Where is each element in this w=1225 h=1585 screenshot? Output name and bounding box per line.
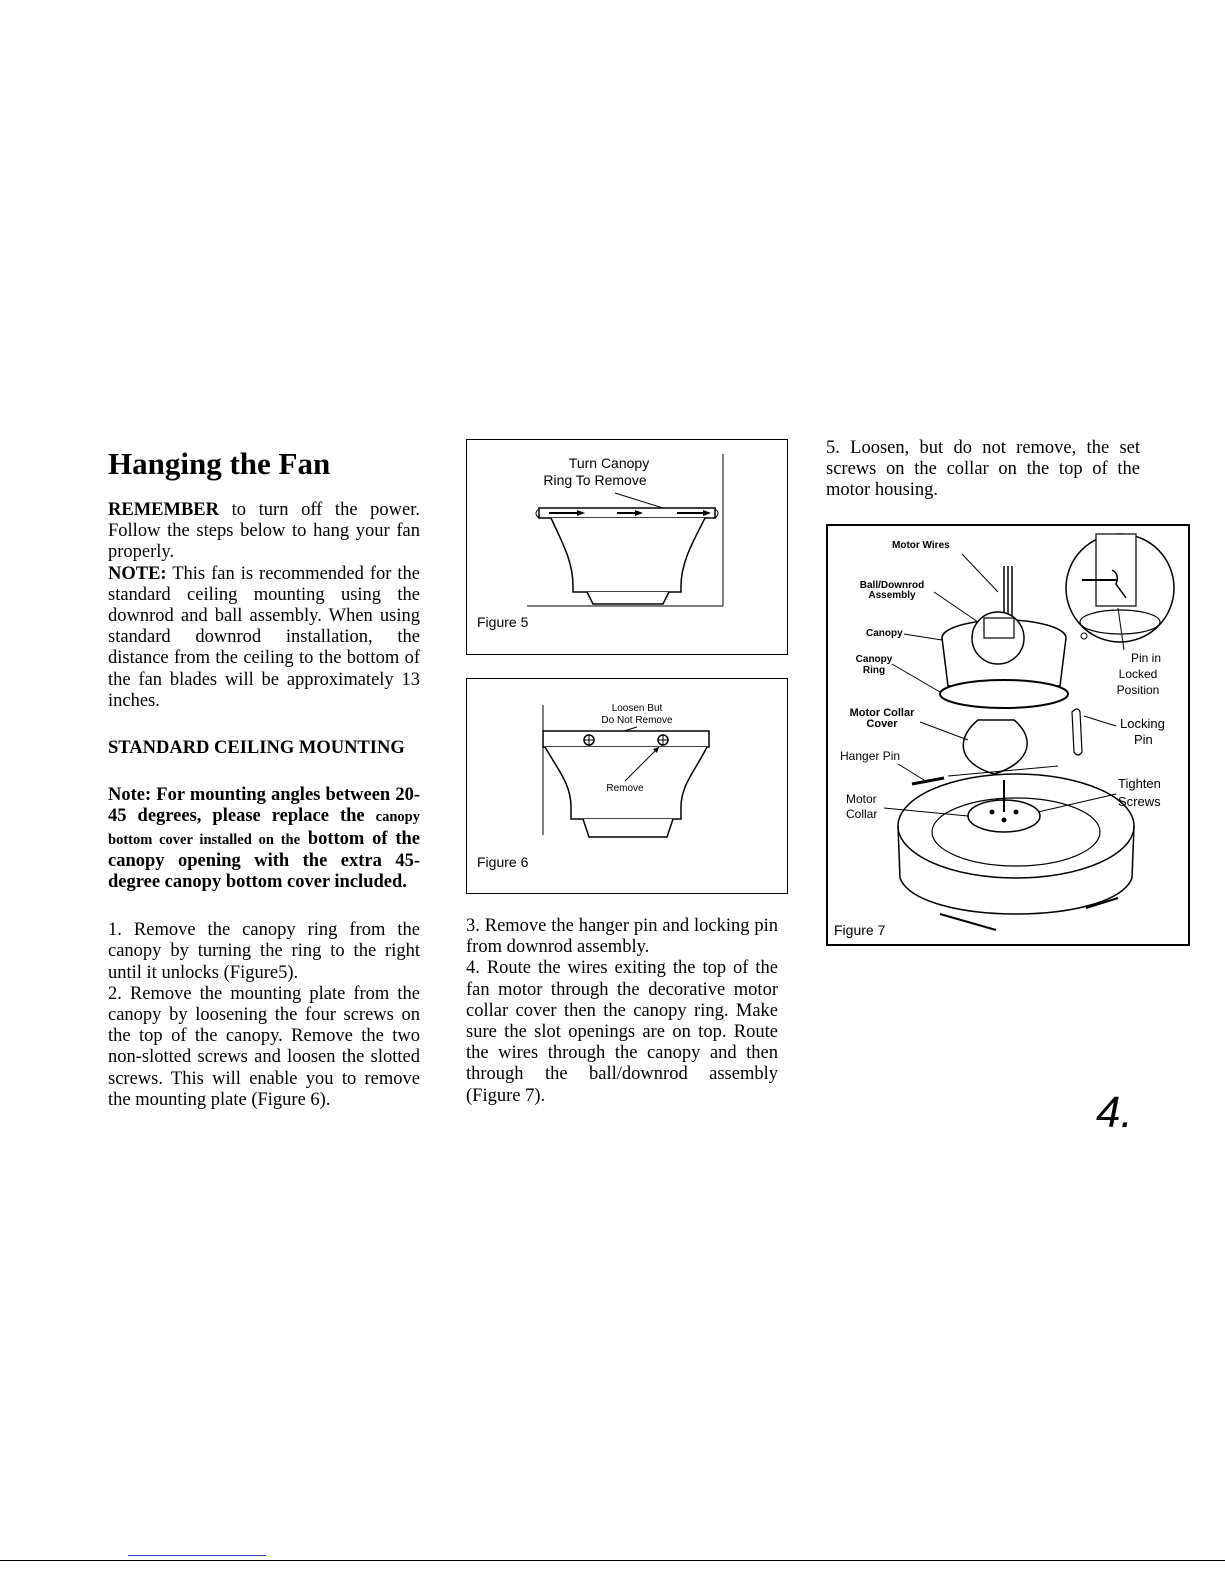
fig7-label-cover-2: Cover (866, 718, 898, 730)
fig7-label-locking-2: Pin (1134, 732, 1153, 747)
figure-7-diagram (828, 526, 1188, 944)
fig7-label-motor-wires: Motor Wires (892, 540, 950, 551)
fig6-mounting-plate (543, 731, 709, 747)
fig7-hanger-pin (912, 778, 944, 784)
step-4: 4. Route the wires exiting the top of the fan motor through the decorative motor collar cover then the canopy ring. Make sure the slot openings are on top. Route the wires through the canopy and then through the ball/downrod assembly (Figure 7). (466, 958, 778, 1106)
remember-bold: REMEMBER (108, 500, 219, 520)
page-number: 4. (1096, 1088, 1133, 1137)
step-2: 2. Remove the mounting plate from the canopy by loosening the four screws on the top of the canopy. Remove the two non-slotted screws and loosen the slotted screws. This will enable you to remove the mounting plate (Figure 6). (108, 983, 420, 1110)
fig5-leader (615, 493, 663, 508)
fig7-collar-cover (963, 720, 1027, 774)
figure-5 (466, 439, 788, 655)
fig7-canopy-ring (940, 680, 1068, 708)
column-middle (466, 916, 778, 1107)
fig7-label-locking-1: Locking (1120, 716, 1165, 731)
figure-6-label: Figure 6 (477, 854, 529, 870)
note-text: This fan is recommended for the standard ceiling mounting using the downrod and ball assembly. When using standard downrod installation, the distance from the ceiling to the bottom of the fan blades will be approximately 13 inches. (108, 563, 420, 711)
section-heading: STANDARD CEILING MOUNTING (108, 738, 405, 759)
fig7-label-ball-2: Assembly (868, 590, 916, 601)
fig6-callout-line2: Do Not Remove (601, 715, 673, 726)
note-paragraph (108, 564, 420, 712)
fig7-label-pin-1: Pin in (1130, 651, 1162, 665)
column-right (826, 438, 1140, 502)
fig7-label-tighten-2: Screws (1118, 794, 1161, 809)
remember-text: to turn off the power. Follow the steps below to hang your fan properly. (108, 500, 420, 563)
fig7-label-motor: Motor (846, 792, 877, 806)
fig7-label-cover-1: Motor Collar (849, 707, 915, 719)
mounting-note-small: canopy bottom cover installed on the (108, 809, 420, 848)
figure-6 (466, 678, 788, 894)
fig6-callout-remove: Remove (606, 783, 644, 794)
fig5-canopy (551, 518, 705, 592)
mounting-note-a: Note: For mounting angles between 20-45 degrees, please replace the (108, 785, 420, 827)
note-bold: NOTE: (108, 563, 167, 584)
footer-link-underline (128, 1555, 266, 1556)
column-left (108, 500, 420, 1111)
footer-rule (0, 1560, 1225, 1561)
mounting-note (108, 785, 420, 893)
fig7-label-canopy: Canopy (866, 628, 903, 639)
mounting-note-b: bottom of the canopy opening with the extra 45-degree canopy bottom cover included. (108, 828, 420, 893)
fig5-callout-line1: Turn Canopy (568, 455, 650, 471)
step-1: 1. Remove the canopy ring from the canopy by turning the ring to the right until it unlocks (Figure5). (108, 920, 420, 983)
step-3: 3. Remove the hanger pin and locking pin from downrod assembly. (466, 916, 778, 958)
fig7-locking-pin (1072, 709, 1082, 755)
page-title: Hanging the Fan (108, 446, 331, 481)
fig5-callout-line2: Ring To Remove (543, 472, 647, 488)
fig7-label-pin-2: Locked (1118, 667, 1158, 681)
fig7-label-ring-2: Ring (862, 665, 886, 676)
fig7-label-collar: Collar (846, 807, 878, 821)
fig7-label-pin-3: Position (1116, 683, 1160, 697)
fig7-label-tighten-1: Tighten (1118, 776, 1161, 791)
fig7-label-ball-1: Ball/Downrod (859, 580, 925, 591)
remember-paragraph (108, 500, 420, 564)
fig7-label-hanger-pin: Hanger Pin (840, 749, 901, 763)
figure-7 (826, 524, 1190, 946)
figure-5-label: Figure 5 (477, 614, 529, 630)
fig6-callout-line1: Loosen But (611, 703, 663, 714)
step-5: 5. Loosen, but do not remove, the set screws on the collar on the top of the motor housing. (826, 438, 1140, 501)
fig7-label-ring-1: Canopy (855, 654, 893, 665)
figure-7-label: Figure 7 (834, 922, 886, 938)
